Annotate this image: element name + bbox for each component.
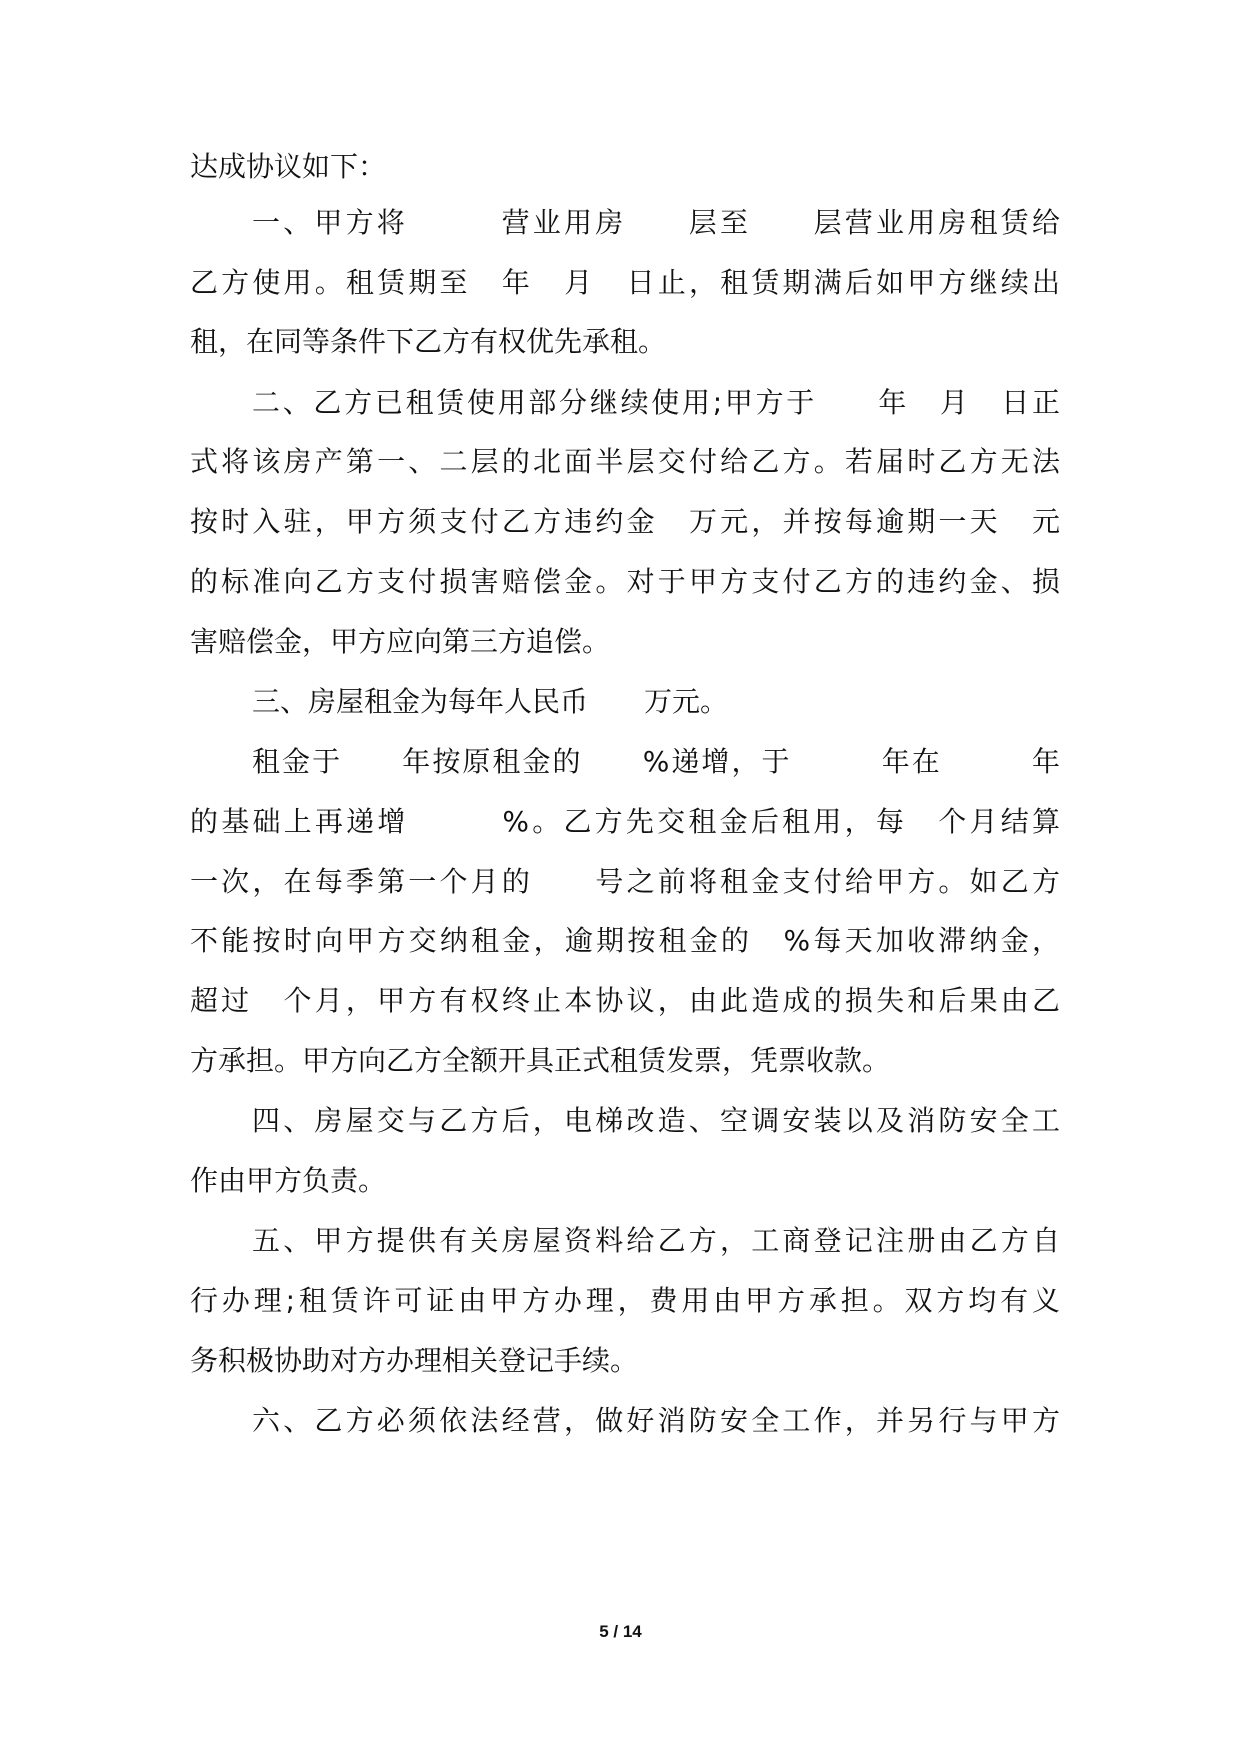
text-line: 行办理;租赁许可证由甲方办理，费用由甲方承担。双方均有义 bbox=[190, 1284, 1060, 1317]
text-line: 租金于 年按原租金的 %递增，于 年在 年 bbox=[252, 745, 1060, 778]
text-line: 的基础上再递增 %。乙方先交租金后租用，每 个月结算 bbox=[190, 805, 1060, 838]
text-line: 方承担。甲方向乙方全额开具正式租赁发票，凭票收款。 bbox=[190, 1044, 891, 1077]
text-line: 式将该房产第一、二层的北面半层交付给乙方。若届时乙方无法 bbox=[190, 445, 1060, 478]
text-line: 一次，在每季第一个月的 号之前将租金支付给甲方。如乙方 bbox=[190, 865, 1060, 898]
text-line: 四、房屋交与乙方后，电梯改造、空调安装以及消防安全工 bbox=[252, 1104, 1060, 1137]
text-line: 不能按时向甲方交纳租金，逾期按租金的 %每天加收滞纳金， bbox=[190, 924, 1060, 957]
text-line: 达成协议如下： bbox=[190, 150, 387, 183]
text-line: 一、甲方将 营业用房 层至 层营业用房租赁给 bbox=[252, 206, 1060, 239]
text-line: 害赔偿金，甲方应向第三方追偿。 bbox=[190, 625, 611, 658]
page-number: 5 / 14 bbox=[599, 1622, 642, 1641]
text-line: 务积极协助对方办理相关登记手续。 bbox=[190, 1344, 639, 1377]
text-line: 乙方使用。租赁期至 年 月 日止，租赁期满后如甲方继续出 bbox=[190, 266, 1060, 299]
text-line: 五、甲方提供有关房屋资料给乙方，工商登记注册由乙方自 bbox=[252, 1224, 1060, 1257]
text-line: 三、房屋租金为每年人民币 万元。 bbox=[252, 685, 729, 718]
text-line: 按时入驻，甲方须支付乙方违约金 万元，并按每逾期一天 元 bbox=[190, 505, 1060, 538]
text-line: 作由甲方负责。 bbox=[190, 1164, 387, 1197]
text-line: 六、乙方必须依法经营，做好消防安全工作，并另行与甲方 bbox=[252, 1404, 1060, 1437]
text-line: 的标准向乙方支付损害赔偿金。对于甲方支付乙方的违约金、损 bbox=[190, 565, 1060, 598]
text-line: 租，在同等条件下乙方有权优先承租。 bbox=[190, 325, 667, 358]
text-line: 超过 个月，甲方有权终止本协议，由此造成的损失和后果由乙 bbox=[190, 984, 1060, 1017]
text-line: 二、乙方已租赁使用部分继续使用;甲方于 年 月 日正 bbox=[252, 386, 1060, 419]
